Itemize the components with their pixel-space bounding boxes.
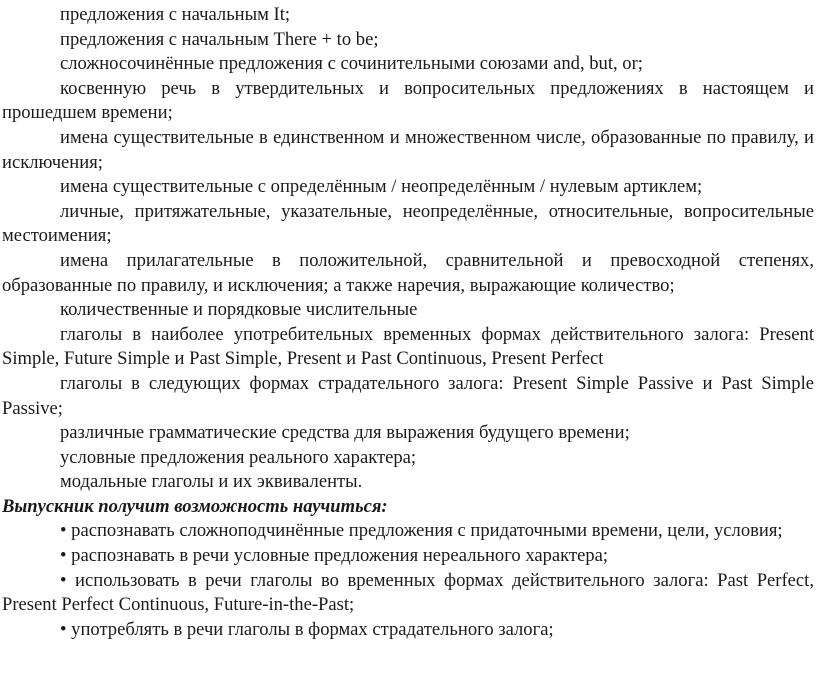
paragraph-pronouns: личные, притяжательные, указательные, неопределённые, относительные, вопросительные местоимения; bbox=[2, 200, 814, 247]
section-heading: Выпускник получит возможность научиться: bbox=[2, 495, 388, 517]
paragraph-future-means: различные грамматические средства для выражения будущего времени; bbox=[60, 422, 630, 444]
bullet-active-tenses-use: • использовать в речи глаголы во временных формах действительного залога: Past Perfect, Present Perfect Continuous, Future-in-the-Past; bbox=[2, 569, 814, 616]
paragraph-passive-forms: глаголы в следующих формах страдательного залога: Present Simple Passive и Past Simple Passive; bbox=[2, 372, 814, 419]
bullet-subordinate-clauses: • распознавать сложноподчинённые предложения с придаточными времени, цели, условия; bbox=[60, 520, 783, 542]
paragraph-reported-speech: косвенную речь в утвердительных и вопросительных предложениях в настоящем и прошедшем времени; bbox=[2, 77, 814, 124]
bullet-unreal-conditionals: • распознавать в речи условные предложения нереального характера; bbox=[60, 545, 609, 567]
paragraph-numerals: количественные и порядковые числительные bbox=[60, 299, 418, 321]
paragraph-compound-sentences: сложносочинённые предложения с сочинительными союзами and, but, or; bbox=[60, 53, 643, 75]
paragraph-there-to-be: предложения с начальным There + to be; bbox=[60, 28, 379, 50]
paragraph-initial-it: предложения с начальным It; bbox=[60, 4, 291, 25]
paragraph-real-conditionals: условные предложения реального характера; bbox=[60, 446, 417, 468]
paragraph-adjectives: имена прилагательные в положительной, сравнительной и превосходной степенях, образованные по правилу, и исключения; а также наречия, выражающие количество; bbox=[2, 249, 814, 296]
paragraph-active-tenses: глаголы в наиболее употребительных временных формах действительного залога: Present Simple, Future Simple и Past Simple, Present и Past Continuous, Present Perfect bbox=[2, 323, 814, 370]
paragraph-nouns-number: имена существительные в единственном и множественном числе, образованные по правилу, и исключения; bbox=[2, 126, 814, 173]
bullet-passive-use: • употреблять в речи глаголы в формах страдательного залога; bbox=[60, 618, 554, 640]
paragraph-nouns-articles: имена существительные с определённым / неопределённым / нулевым артиклем; bbox=[60, 176, 703, 198]
paragraph-modal-verbs: модальные глаголы и их эквиваленты. bbox=[60, 471, 363, 493]
